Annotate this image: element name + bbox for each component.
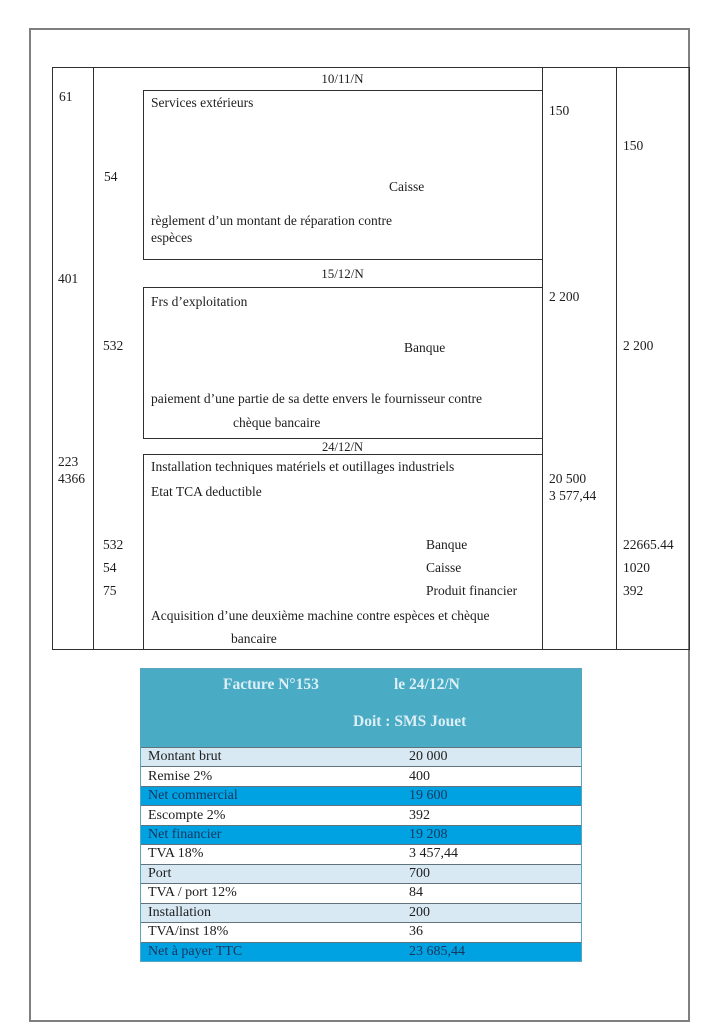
debit-account-number: 4366 <box>58 471 85 486</box>
debit-account-label: Etat TCA deductible <box>151 484 262 499</box>
entry-narration: espèces <box>151 230 193 245</box>
debit-account-label: Services extérieurs <box>151 95 254 110</box>
debit-account-number: 401 <box>58 271 79 286</box>
entry-date: 15/12/N <box>143 259 542 288</box>
row-value: 20 000 <box>409 749 448 765</box>
journal-column-description <box>143 68 543 649</box>
row-label: Escompte 2% <box>148 807 226 823</box>
credit-account-label: Banque <box>404 340 446 355</box>
invoice-table <box>140 668 582 962</box>
credit-account-label: Caisse <box>426 560 462 575</box>
row-label: Net à payer TTC <box>148 943 243 959</box>
row-label: Remise 2% <box>148 768 213 784</box>
row-value: 200 <box>409 904 430 920</box>
row-value: 400 <box>409 768 430 784</box>
row-label: Montant brut <box>148 749 222 765</box>
credit-amount: 2 200 <box>623 338 654 353</box>
table-row <box>141 844 581 863</box>
table-row <box>141 883 581 902</box>
entry-narration: Acquisition d’une deuxième machine contre espèces et chèque <box>151 608 490 623</box>
credit-account-number: 532 <box>103 338 124 353</box>
credit-amount: 392 <box>623 583 644 598</box>
table-row <box>141 903 581 922</box>
credit-amount: 1020 <box>623 560 650 575</box>
row-value: 392 <box>409 807 430 823</box>
row-label: Net financier <box>148 827 222 843</box>
debit-account-number: 223 <box>58 454 79 469</box>
journal-column-credit-accounts <box>93 68 144 649</box>
entry-narration: chèque bancaire <box>233 415 321 430</box>
row-label: TVA/inst 18% <box>148 924 229 940</box>
credit-account-number: 54 <box>103 560 117 575</box>
credit-account-label: Caisse <box>389 179 425 194</box>
row-value: 3 457,44 <box>409 846 458 862</box>
table-row <box>141 922 581 941</box>
invoice-title: Facture N°153 <box>223 676 319 693</box>
credit-account-number: 75 <box>103 583 117 598</box>
debit-amount: 2 200 <box>549 289 580 304</box>
invoice-debtor: Doit : SMS Jouet <box>353 713 467 730</box>
debit-amount: 20 500 <box>549 471 587 486</box>
table-row <box>141 864 581 883</box>
journal-column-debit-accounts <box>53 68 94 649</box>
row-label: TVA 18% <box>148 846 204 862</box>
entry-narration: règlement d’un montant de réparation contre <box>151 213 393 228</box>
row-value: 700 <box>409 865 430 881</box>
row-value: 23 685,44 <box>409 943 465 959</box>
table-row <box>141 805 581 824</box>
row-value: 84 <box>409 885 423 901</box>
table-row <box>141 786 581 805</box>
row-value: 19 600 <box>409 788 448 804</box>
credit-amount: 150 <box>623 138 644 153</box>
debit-account-number: 61 <box>59 89 73 104</box>
row-label: Installation <box>148 904 211 920</box>
row-label: Net commercial <box>148 788 238 804</box>
invoice-date: le 24/12/N <box>394 676 460 693</box>
credit-account-label: Produit financier <box>426 583 518 598</box>
journal-column-debit-amounts <box>542 68 617 649</box>
debit-amount: 3 577,44 <box>549 488 597 503</box>
row-label: TVA / port 12% <box>148 885 237 901</box>
table-row <box>141 747 581 766</box>
table-row <box>141 766 581 785</box>
debit-amount: 150 <box>549 103 570 118</box>
table-row <box>141 825 581 844</box>
debit-account-label: Frs d’exploitation <box>151 294 248 309</box>
debit-account-label: Installation techniques matériels et outillages industriels <box>151 459 455 474</box>
credit-amount: 22665.44 <box>623 537 674 552</box>
journal-table <box>52 67 690 650</box>
credit-account-number: 532 <box>103 537 124 552</box>
entry-date: 24/12/N <box>143 438 542 455</box>
entry-narration: paiement d’une partie de sa dette envers le fournisseur contre <box>151 391 482 406</box>
credit-account-label: Banque <box>426 537 468 552</box>
journal-column-credit-amounts <box>616 68 689 649</box>
row-value: 36 <box>409 924 423 940</box>
row-value: 19 208 <box>409 827 448 843</box>
invoice-header <box>141 669 581 747</box>
entry-date: 10/11/N <box>143 68 542 91</box>
table-row <box>141 942 581 961</box>
row-label: Port <box>148 865 172 881</box>
entry-narration: bancaire <box>231 631 277 646</box>
credit-account-number: 54 <box>104 169 118 184</box>
